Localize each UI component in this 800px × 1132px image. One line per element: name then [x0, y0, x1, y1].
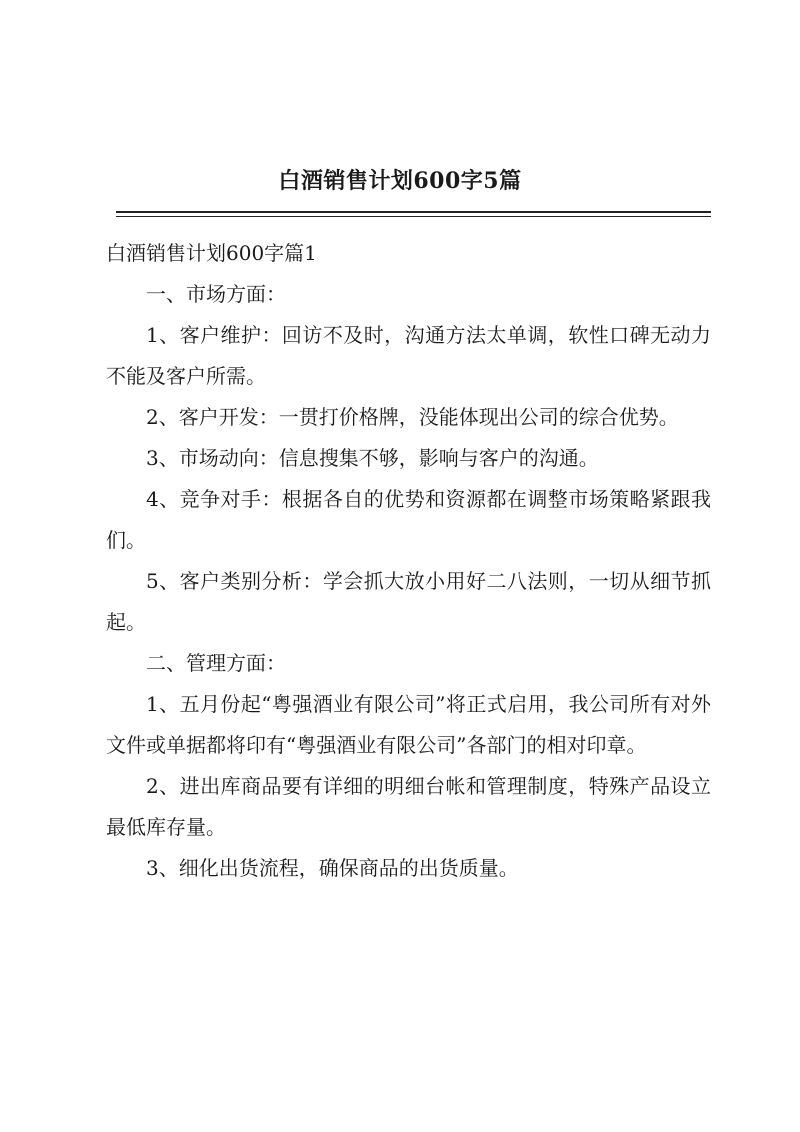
title-divider-thick [116, 211, 711, 213]
paragraph-shipping-process: 3、细化出货流程，确保商品的出货质量。 [146, 856, 519, 880]
paragraph-customer-maintenance: 1、客户维护：回访不及时，沟通方法太单调，软性口碑无动力不能及客户所需。 [106, 323, 711, 388]
paragraph-market-trends: 3、市场动向：信息搜集不够，影响与客户的沟通。 [146, 446, 599, 470]
paragraph-market-heading: 一、市场方面： [146, 282, 286, 306]
document-title: 白酒销售计划600字5篇 [278, 168, 522, 194]
title-divider-thin [116, 216, 711, 217]
paragraph-company-seal: 1、五月份起“粤强酒业有限公司”将正式启用，我公司所有对外文件或单据都将印有“粤强酒业有限公司”各部门的相对印章。 [106, 692, 711, 757]
document-body [106, 233, 711, 889]
section-subtitle: 白酒销售计划600字篇1 [106, 241, 317, 265]
paragraph-management-heading: 二、管理方面： [146, 651, 286, 675]
paragraph-customer-development: 2、客户开发：一贯打价格牌，没能体现出公司的综合优势。 [146, 405, 679, 429]
paragraph-customer-analysis: 5、客户类别分析：学会抓大放小用好二八法则，一切从细节抓起。 [106, 569, 711, 634]
paragraph-inventory: 2、进出库商品要有详细的明细台帐和管理制度，特殊产品设立最低库存量。 [106, 774, 711, 839]
paragraph-competitors: 4、竞争对手：根据各自的优势和资源都在调整市场策略紧跟我们。 [106, 487, 711, 552]
